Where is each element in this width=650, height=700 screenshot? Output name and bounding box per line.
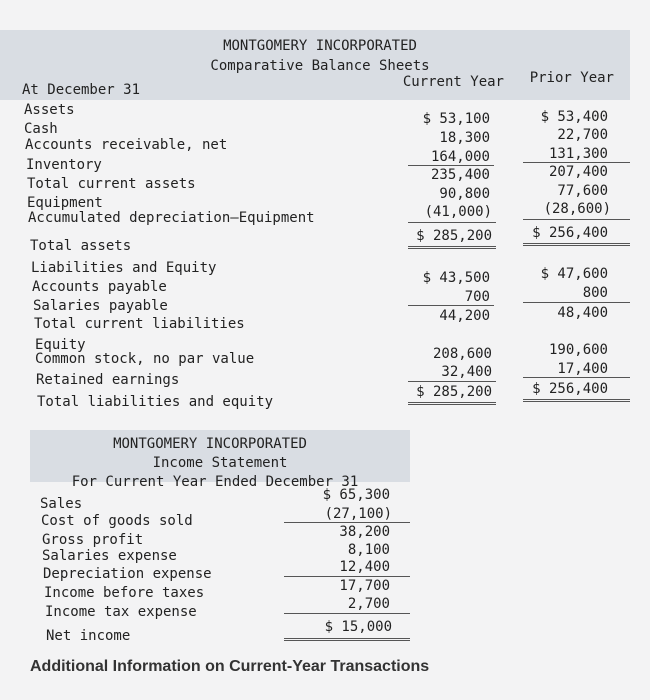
is-label-tax: Income tax expense [45,604,197,620]
asset-current-total-current: 235,400 [430,167,490,183]
is-value-income-before-taxes: 17,700 [339,578,390,594]
eq-label-common-stock: Common stock, no par value [35,351,255,367]
liab-label-total-current: Total current liabilities [34,316,245,332]
bs-date-label: At December 31 [22,82,141,98]
rule-current-inventory [408,165,494,166]
liabilities-heading: Liabilities and Equity [31,260,217,276]
asset-label-inventory: Inventory [26,157,102,173]
asset-current-cash: $ 53,100 [422,111,490,127]
is-label-salaries: Salaries expense [42,548,177,564]
asset-prior-equipment: 77,600 [557,183,608,199]
eq-label-total: Total liabilities and equity [37,394,274,410]
rule-is-cogs [284,522,410,523]
liab-label-ap: Accounts payable [32,279,167,295]
asset-current-inventory: 164,000 [430,149,490,165]
asset-prior-cash: $ 53,400 [540,109,608,125]
liab-label-salaries: Salaries payable [33,298,168,314]
asset-prior-accum-dep: (28,600) [543,201,611,217]
asset-current-total-assets: $ 285,200 [416,228,492,244]
eq-prior-total: $ 256,400 [532,381,608,397]
is-label-gross-profit: Gross profit [42,532,144,548]
asset-label-total-current: Total current assets [27,176,196,192]
is-value-salaries: 8,100 [347,542,390,558]
is-label-depreciation: Depreciation expense [43,566,212,582]
asset-label-total-assets: Total assets [30,238,132,254]
rule-is-tax [284,613,410,614]
asset-prior-receivables: 22,700 [557,127,608,143]
rule-is-depreciation [284,576,410,577]
rule-prior-retained [523,377,630,378]
asset-label-cash: Cash [24,121,58,137]
is-value-depreciation: 12,400 [339,559,390,575]
asset-prior-total-assets: $ 256,400 [532,225,608,241]
rule-current-retained [408,381,496,382]
liab-current-total-current: 44,200 [439,308,490,324]
eq-prior-retained: 17,400 [557,361,608,377]
asset-current-equipment: 90,800 [439,186,490,202]
is-value-tax: 2,700 [347,596,390,612]
asset-prior-inventory: 131,300 [548,146,608,162]
eq-current-total: $ 285,200 [416,384,492,400]
liab-prior-total-current: 48,400 [557,305,608,321]
bs-company-name: MONTGOMERY INCORPORATED [223,38,417,54]
asset-label-accum-dep: Accumulated depreciation—Equipment [28,210,315,226]
dbl-rule-prior-total-le [523,399,630,402]
additional-info-heading: Additional Information on Current-Year Transactions [30,658,430,675]
eq-label-retained: Retained earnings [36,372,180,388]
is-period: For Current Year Ended December 31 [71,474,359,490]
rule-prior-inventory [523,162,630,163]
bs-title: Comparative Balance Sheets [210,58,430,74]
eq-current-retained: 32,400 [441,364,492,380]
rule-prior-accum-dep [523,219,630,220]
is-title: Income Statement [152,455,288,471]
rule-current-salaries [408,305,494,306]
dbl-rule-current-total-le [408,402,496,405]
asset-prior-total-current: 207,400 [548,164,608,180]
rule-prior-salaries [523,302,630,303]
dbl-rule-prior-total-assets [523,243,630,246]
is-label-sales: Sales [40,496,83,512]
is-value-sales: $ 65,300 [322,487,390,503]
equity-heading: Equity [35,337,86,353]
asset-current-accum-dep: (41,000) [424,204,492,220]
col-prior-year: Prior Year [529,70,614,86]
asset-label-equipment: Equipment [27,195,103,211]
asset-label-receivables: Accounts receivable, net [25,137,228,153]
dbl-rule-current-total-assets [408,246,496,249]
is-label-income-before-taxes: Income before taxes [44,585,205,601]
is-company-name: MONTGOMERY INCORPORATED [113,436,307,452]
dbl-rule-is-net-income [284,638,410,641]
is-value-net-income: $ 15,000 [324,619,392,635]
is-value-gross-profit: 38,200 [339,524,390,540]
is-value-cogs: (27,100) [324,506,392,522]
liab-current-salaries: 700 [464,289,490,305]
asset-current-receivables: 18,300 [439,130,490,146]
liab-prior-ap: $ 47,600 [540,266,608,282]
col-current-year: Current Year [402,74,504,90]
liab-prior-salaries: 800 [582,285,608,301]
eq-prior-common-stock: 190,600 [548,342,608,358]
assets-heading: Assets [24,102,75,118]
is-label-net-income: Net income [46,628,131,644]
is-label-cogs: Cost of goods sold [41,513,193,529]
liab-current-ap: $ 43,500 [422,270,490,286]
rule-current-accum-dep [408,222,496,223]
eq-current-common-stock: 208,600 [432,346,492,362]
